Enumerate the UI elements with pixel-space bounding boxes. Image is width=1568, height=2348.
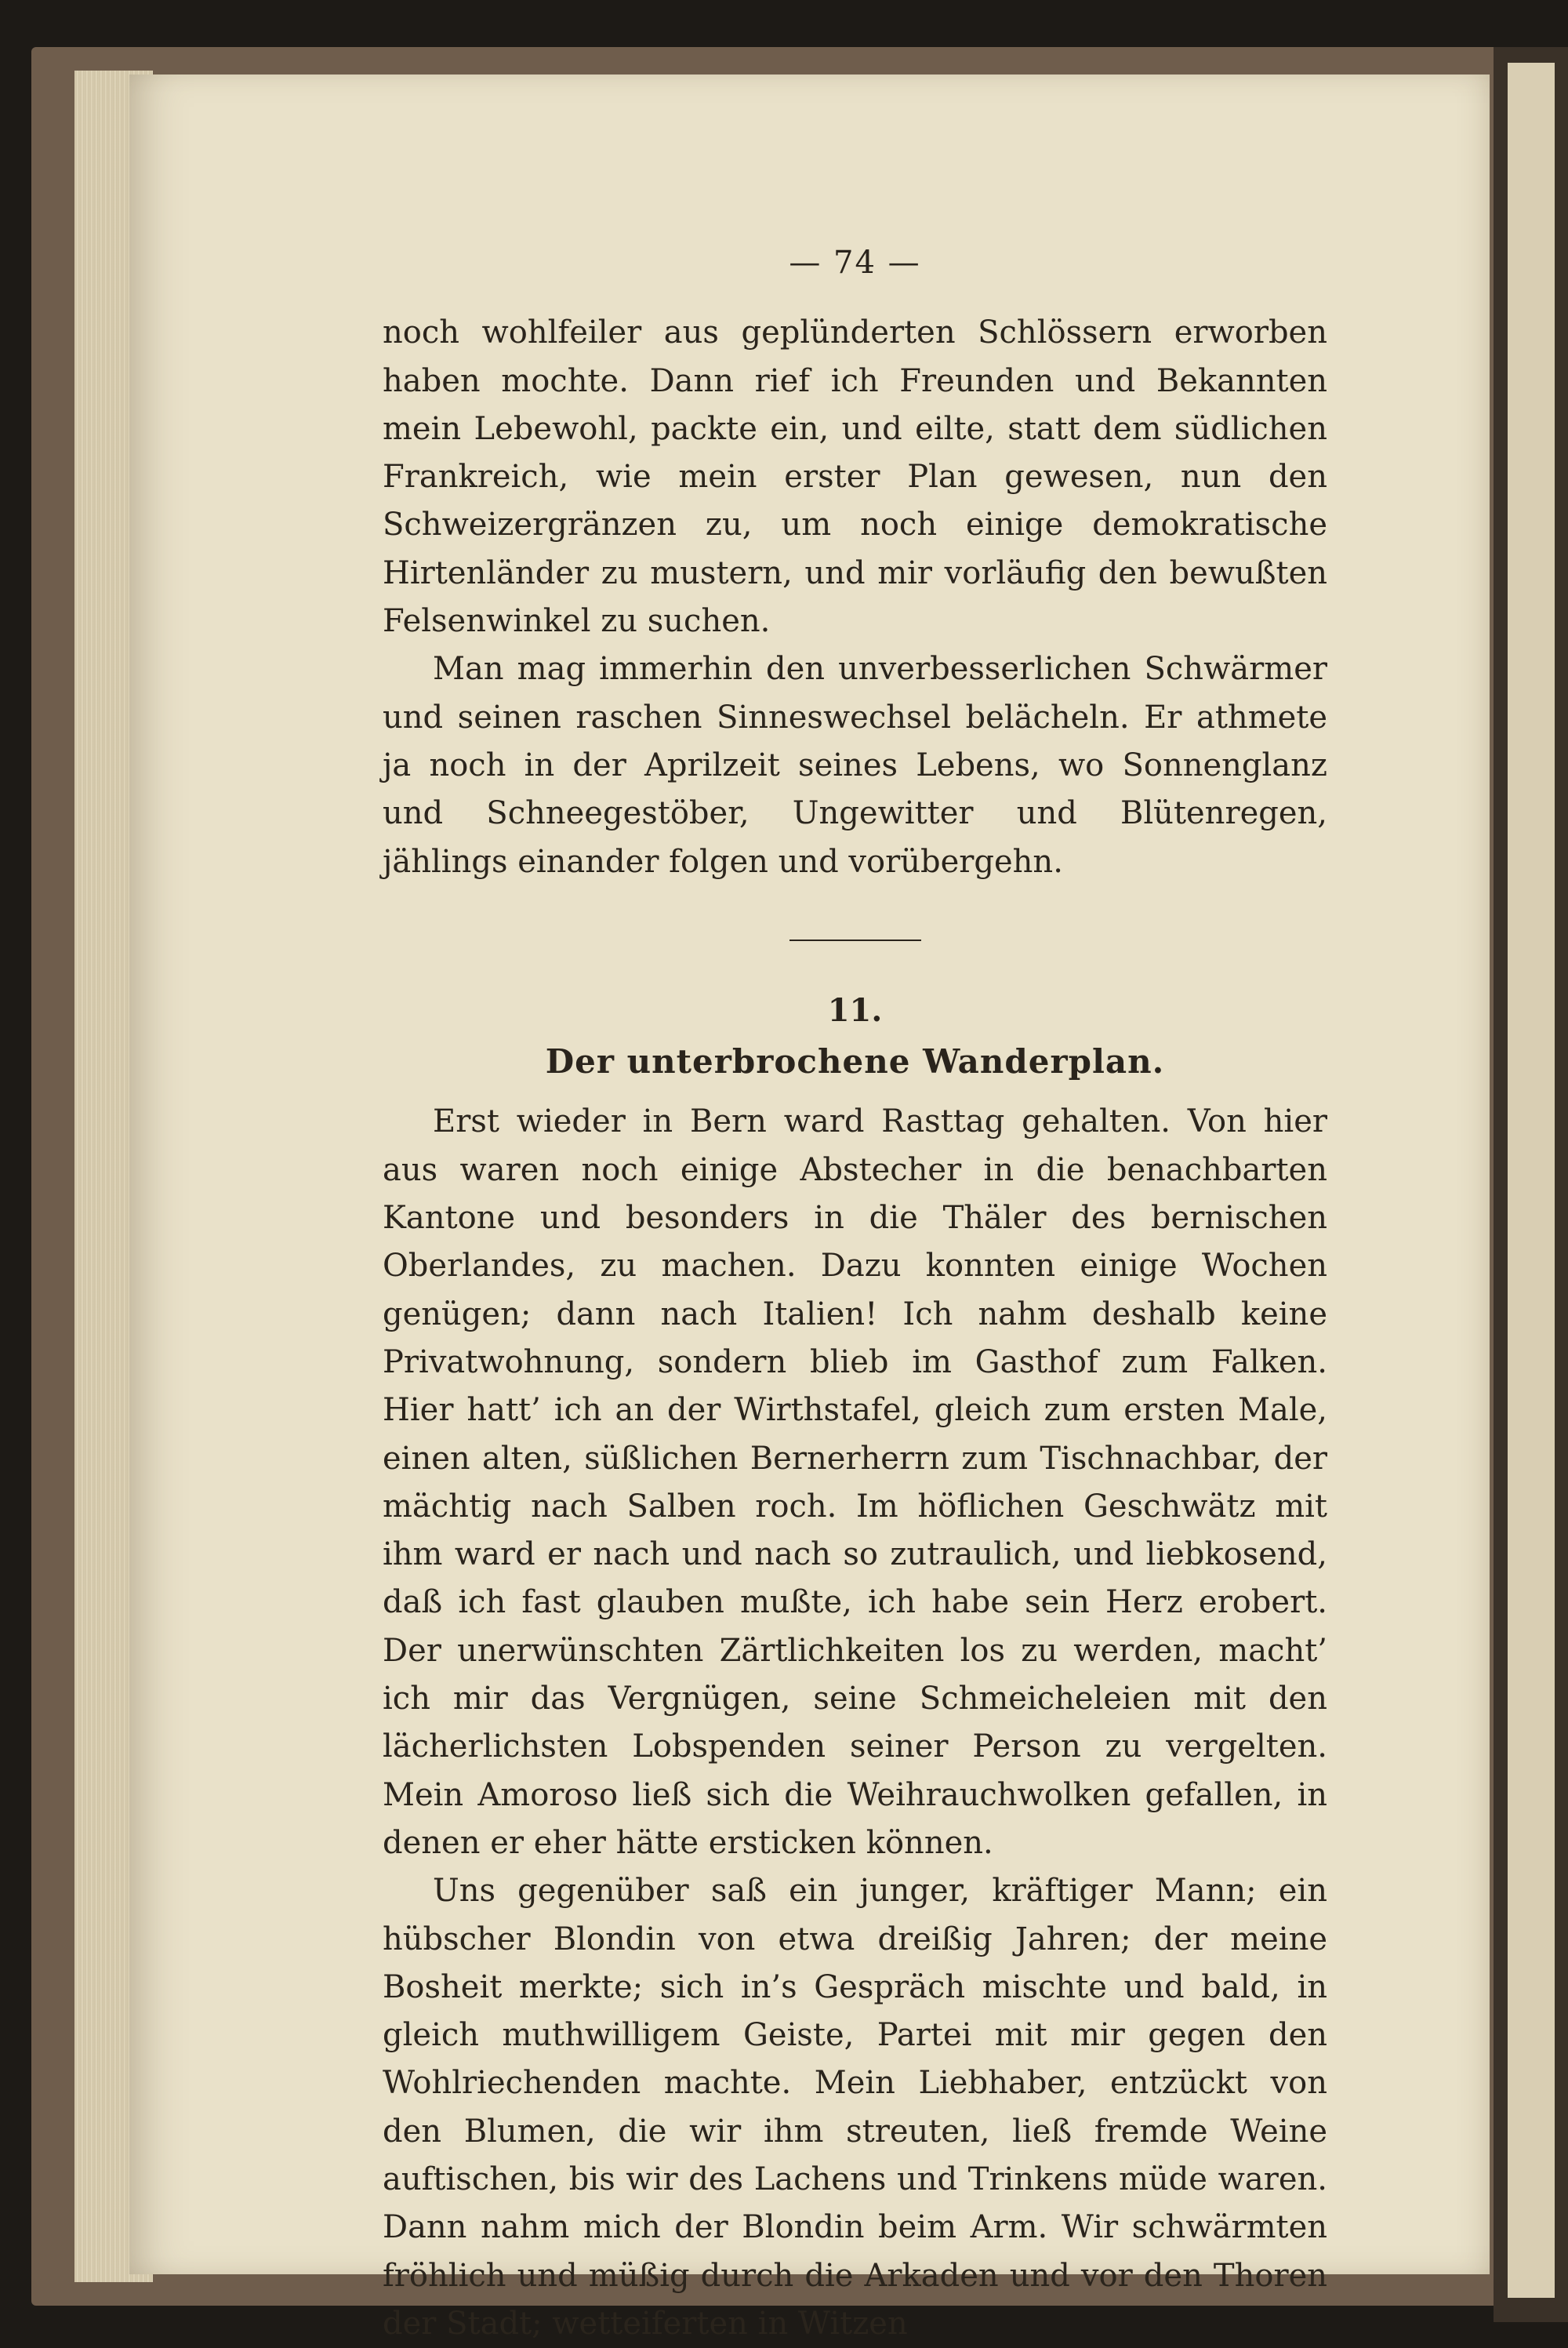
- page-number: — 74 —: [789, 245, 921, 281]
- paragraph-continuation: noch wohlfeiler aus geplünderten Schlössern erworben haben mochte. Dann rief ich Freunden und Bekannten mein Lebewohl, packte ein, und eilte, statt dem südlichen Frankreich, wie mein erster Plan gewesen, nun den Schweizergränzen zu, um noch einige demokratische Hirtenländer zu mustern, und mir vorläufig den bewußten Felsenwinkel zu suchen.: [383, 314, 1327, 640]
- next-page-edge: [1494, 47, 1568, 2322]
- section-number: 11.: [827, 991, 883, 1029]
- paragraph: Uns gegenüber saß ein junger, kräftiger Mann; ein hübscher Blondin von etwa dreißig Jahren; der meine Bosheit merkte; sich in’s Gespräch mischte und bald, in gleich muthwilligem Geiste, Partei mit mir gegen den Wohlriechenden machte. Mein Liebhaber, entzückt von den Blumen, die wir ihm streuten, ließ fremde Weine auftischen, bis wir des Lachens und Trinkens müde waren. Dann nahm mich der Blondin beim Arm. Wir schwärmten fröhlich und müßig durch die Arkaden und vor den Thoren der Stadt; wetteiferten in Witzen: [383, 1873, 1327, 2342]
- page-content: [383, 239, 1327, 2348]
- paragraph: Erst wieder in Bern ward Rasttag gehalten. Von hier aus waren noch einige Abstecher in die benachbarten Kantone und besonders in die Thäler des bernischen Oberlandes, zu machen. Dazu konnten einige Wochen genügen; dann nach Italien! Ich nahm deshalb keine Privatwohnung, sondern blieb im Gasthof zum Falken. Hier hatt’ ich an der Wirthstafel, gleich zum ersten Male, einen alten, süßlichen Bernerherrn zum Tischnachbar, der mächtig nach Salben roch. Im höflichen Geschwätz mit ihm ward er nach und nach so zutraulich, und liebkosend, daß ich fast glauben mußte, ich habe sein Herz erobert. Der unerwünschten Zärtlichkeiten los zu werden, macht’ ich mir das Vergnügen, seine Schmeicheleien mit den lächerlichsten Lobspenden seiner Person zu vergelten. Mein Amoroso ließ sich die Weihrauchwolken gefallen, in denen er eher hätte ersticken können.: [383, 1103, 1327, 1861]
- section-divider: [789, 940, 921, 941]
- section-title: Der unterbrochene Wanderplan.: [545, 1042, 1165, 1081]
- paragraph: Man mag immerhin den unverbesserlichen Schwärmer und seinen raschen Sinneswechsel belächeln. Er athmete ja noch in der Aprilzeit seines Lebens, wo Sonnenglanz und Schneegestöber, Ungewitter und Blütenregen, jählings einander folgen und vorübergehn.: [383, 651, 1327, 880]
